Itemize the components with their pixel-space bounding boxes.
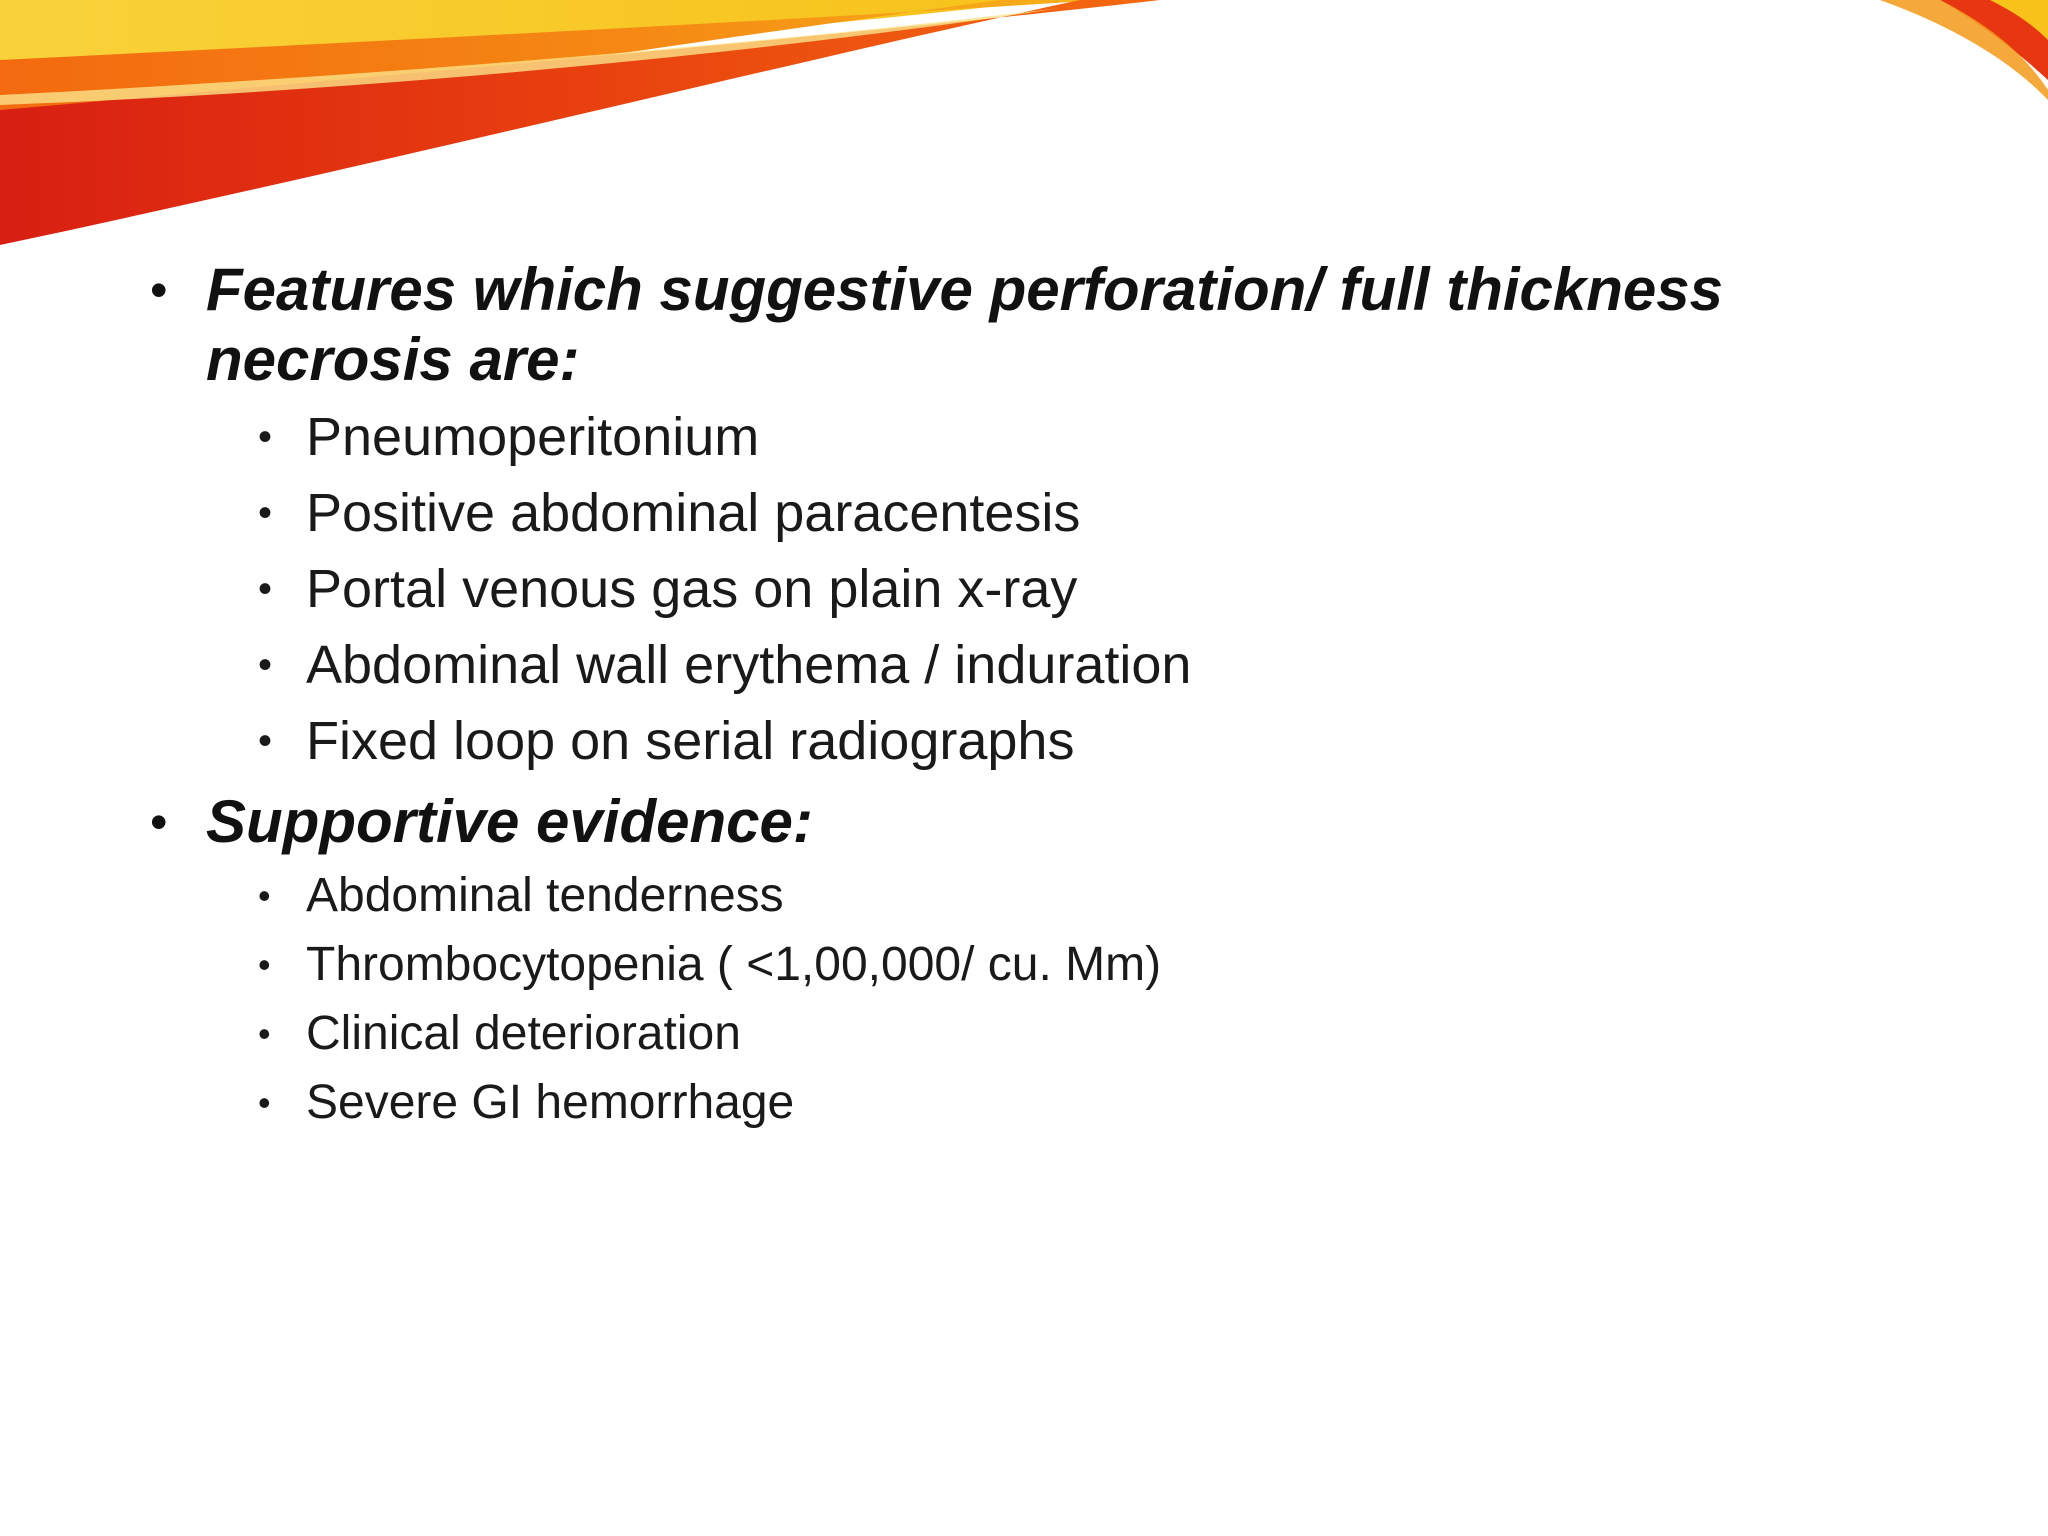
section-heading-text: Supportive evidence: <box>206 788 813 855</box>
bullet-icon: • <box>258 875 271 916</box>
bullet-icon: • <box>258 567 273 611</box>
bullet-icon: • <box>258 1013 271 1054</box>
list-item-text: Thrombocytopenia ( <1,00,000/ cu. Mm) <box>306 938 1162 991</box>
slide-body <box>150 255 1970 1137</box>
section-heading-text: Features which suggestive perforation/ full thickness necrosis are: <box>206 256 1724 393</box>
list-item-text: Fixed loop on serial radiographs <box>306 711 1075 771</box>
bullet-icon: • <box>150 794 168 850</box>
list-item-text: Clinical deterioration <box>306 1007 741 1060</box>
bullet-icon: • <box>258 491 273 535</box>
list-item <box>150 627 1970 703</box>
list-item-text: Abdominal wall erythema / induration <box>306 635 1192 695</box>
section-heading-features <box>150 255 1970 395</box>
sub-list-supportive <box>150 861 1970 1137</box>
list-item-text: Pneumoperitonium <box>306 407 760 467</box>
bullet-icon: • <box>258 1082 271 1123</box>
list-item <box>150 475 1970 551</box>
sub-list-features <box>150 399 1970 779</box>
list-item <box>150 399 1970 475</box>
list-item-text: Portal venous gas on plain x-ray <box>306 559 1078 619</box>
list-item <box>150 703 1970 779</box>
list-item <box>150 551 1970 627</box>
section-heading-supportive <box>150 787 1970 857</box>
list-item <box>150 861 1970 930</box>
bullet-icon: • <box>258 415 273 459</box>
list-item <box>150 1068 1970 1137</box>
list-item <box>150 999 1970 1068</box>
bullet-list <box>150 255 1970 1137</box>
bullet-icon: • <box>258 643 273 687</box>
bullet-icon: • <box>150 262 168 318</box>
list-item-text: Severe GI hemorrhage <box>306 1076 795 1129</box>
list-item-text: Positive abdominal paracentesis <box>306 483 1081 543</box>
list-item <box>150 930 1970 999</box>
list-item-text: Abdominal tenderness <box>306 869 784 922</box>
bullet-icon: • <box>258 719 273 763</box>
bullet-icon: • <box>258 944 271 985</box>
decorative-swoosh-banner <box>0 0 2048 260</box>
